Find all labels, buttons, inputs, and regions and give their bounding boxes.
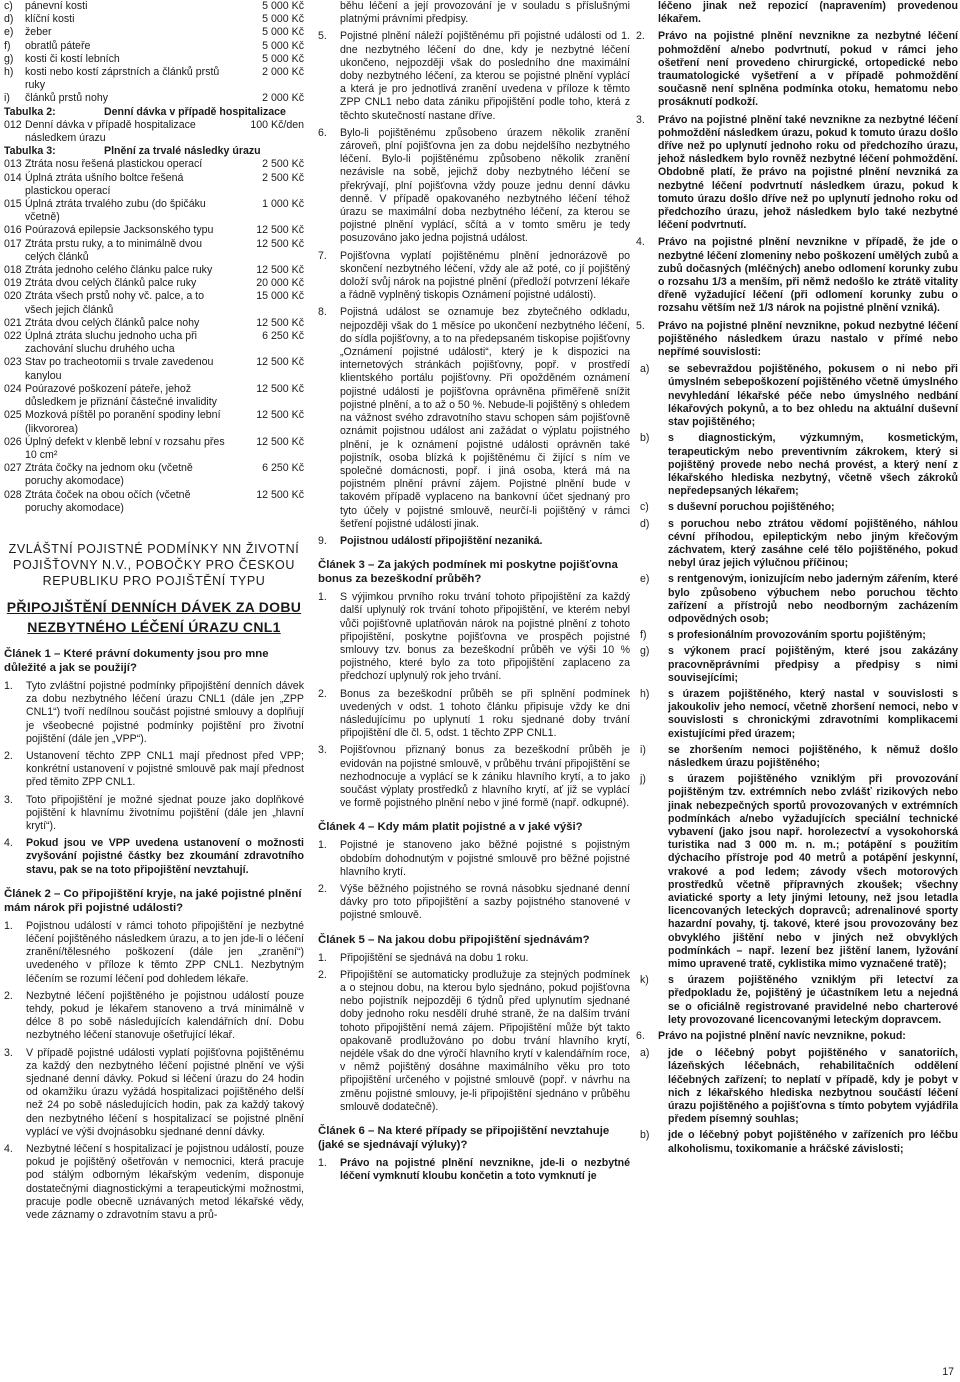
row-label: kosti či kostí lebních <box>25 52 120 65</box>
row-code: 012 <box>4 118 22 131</box>
item-number: f) <box>640 629 647 642</box>
row-code: d) <box>4 13 14 26</box>
row-code: 021 <box>4 316 22 329</box>
row-value: 2 000 Kč <box>262 92 304 105</box>
article-1-heading: Článek 1 – Které právní dokumenty jsou pro mne důležité a jak se použijí? <box>4 647 269 674</box>
item-number: a) <box>640 363 650 376</box>
row-code: 026 <box>4 435 22 448</box>
row-label: pánevní kosti <box>25 0 88 12</box>
item-text: Bylo-li pojištěnému způsobeno úrazem několik zranění zároveň, plní pojišťovna jen za dobu nejdelšího nezbytného léčení. Bylo-li pojištěnému způsobeno několik zranění nezávisle na sobě, jejichž doby nezbytného léčení se překrývají, plní pojišťovna vždy pouze jednu denní dávku denně. V případě opakovaného nezbytného léčení téhož úrazu se maximální doba nezbytného léčení, za kterou se pojistné plnění vyplácí, sčítá a v tomto směru je tedy posuzováno jako jedna pojistná událost. <box>340 126 630 245</box>
item-text: Právo na pojistné plnění nevznikne za nezbytné léčení pohmoždění a/nebo podvrtnutí, pokud v rámci jeho ošetření není provedeno chirurgické, ortopedické nebo traumatologické vyšetření a v případě pohmoždění současně není splněna podmínka otoku, hematomu nebo prosáknutí podkoží. <box>658 30 958 109</box>
item-number: 1. <box>318 591 327 604</box>
row-value: 2 500 Kč <box>262 171 304 184</box>
row-label: Poúrazová epilepsie Jacksonského typu <box>25 224 214 237</box>
row-label: Úplná ztráta ušního boltce řešená plastickou operací <box>25 171 184 197</box>
item-number: 2. <box>4 749 13 762</box>
row-value: 1 000 Kč <box>262 198 304 211</box>
item-number: 1. <box>318 951 327 964</box>
list-item <box>636 236 958 315</box>
item-text: Právo na pojistné plnění nevznikne v případě, že jde o nezbytné léčení zlomeniny nebo poškození umělých zubů a zubů dočasných (mléčných) anebo odlomení korunky zubu o rozsahu 1/3 a menším, při němž nedošlo ke ztrátě vitality dřeně vyžadující léčení (při odlomení korunky zubu o rozsahu větším než 1/3 nárok na pojistné plnění vzniká). <box>658 236 958 315</box>
item-number: a) <box>640 1047 650 1060</box>
table-row <box>4 277 304 290</box>
item-number: i) <box>640 743 646 756</box>
item-number: 1. <box>318 839 327 852</box>
list-item <box>636 744 958 770</box>
table-row <box>4 40 304 53</box>
article-4-heading: Článek 4 – Kdy mám platit pojistné a v jaké výši? <box>318 821 583 834</box>
row-value: 5 000 Kč <box>262 52 304 65</box>
item-number: 2. <box>318 968 327 981</box>
column-left <box>4 0 304 1226</box>
table-3-rows <box>4 158 304 514</box>
list-item <box>636 432 958 498</box>
item-text: s úrazem pojištěného vzniklým při provozování pojištěným tzv. extrémních nebo zvlášť rizikových nebo jinak nebezpečných sportů provozovaných v extrémních podmínkách a/nebo vyžadujících speciální technické vybavení (jako jsou např. horolezectví a vysokohorská turistika nad 3 000 m. n. m.; potápění s použitím dýchacího přístroje pod 40 metrů a potápění jeskynní, vrakové a pod ledem; závody všech motorových prostředků včetně přípravných zkoušek; všechny aviatické sporty a lety jinými letouny, než jsou letadla licencovaných leteckých dopravců; adrenalinové sporty hazardní povahy, tj. takové, které jsou provozovány bez obvyklého jištění nebo v jiných než obvyklých podmínkách – např. lezení bez jištění lanem, lyžování mimo upravené tratě, cyklistika mimo vyznačené tratě); <box>668 773 958 971</box>
row-code: g) <box>4 52 14 65</box>
row-value: 2 500 Kč <box>262 158 304 171</box>
row-value: 2 000 Kč <box>262 66 304 79</box>
item-text: S výjimkou prvního roku trvání tohoto připojištění za každý další uplynulý rok trvání tohoto připojištění, ve kterém nebyl vůči pojišťovně uplatňován nárok na pojistné plnění z tohoto připojištění, poskytne pojišťovna ve prospěch pojistné smlouvy tzv. bonus za bezeškodní průběh ve výši 10 % pojistného, které bylo za toto připojištění zaplaceno za předchozí uplynulý rok jeho trvání. <box>340 591 630 683</box>
item-text: jde o léčebný pobyt pojištěného v sanatoriích, lázeňských léčebnách, rehabilitačních oddělení léčebných zařízení; to neplatí v případě, kdy je pobyt v nich z lékařského hlediska nezbytnou součástí léčení úrazu pojištěného a pojišťovna s tímto pobytem vyjádřila předem písemný souhlas; <box>668 1047 958 1126</box>
row-code: 018 <box>4 264 22 277</box>
article-6-list <box>318 1157 630 1183</box>
item-number: c) <box>640 501 649 514</box>
item-number: 3. <box>636 113 645 126</box>
exclusion-subitems <box>636 363 958 1027</box>
list-item <box>4 837 304 877</box>
row-label: klíční kosti <box>25 13 75 26</box>
item-number: 3. <box>4 793 13 806</box>
item-number: 8. <box>318 306 327 319</box>
item-text: Připojištění se sjednává na dobu 1 roku. <box>340 951 529 964</box>
item-text: Nezbytné léčení pojištěného je pojistnou událostí pouze tehdy, pokud je lékařem stanoveno a trvá minimálně v délce 8 po sobě následujících kalendářních dní. Dobu nezbytného léčení stanovuje ošetřující lékař. <box>26 989 304 1042</box>
row-label: Poúrazové poškození páteře, jehož důsledkem je přiznání částečné invalidity <box>25 382 217 409</box>
item-text: s diagnostickým, výzkumným, kosmetickým, terapeutickým nebo preventivním zákrokem, který si pojištěný provede nebo nechá provést, a který není z lékařského hlediska nezbytný, včetně všech zákroků nepředepsaných lékařem; <box>668 432 958 498</box>
continued-paragraph: léčeno jinak než repozicí (napravením) provedenou lékařem. <box>658 0 958 26</box>
item-number: k) <box>640 974 649 987</box>
table-row <box>4 224 304 237</box>
item-text: s duševní poruchou pojištěného; <box>668 501 835 514</box>
row-code: 028 <box>4 488 22 501</box>
table-row <box>4 26 304 39</box>
row-code: 015 <box>4 198 22 211</box>
item-number: 5. <box>636 319 645 332</box>
table-row <box>4 290 304 316</box>
item-number: 5. <box>318 30 327 43</box>
list-item <box>4 680 304 746</box>
list-item <box>318 306 630 530</box>
row-value: 12 500 Kč <box>256 264 304 277</box>
item-number: 2. <box>636 30 645 43</box>
item-number: 4. <box>4 837 13 850</box>
list-item <box>4 920 304 986</box>
row-label: Ztráta prstu ruky, a to minimálně dvou celých článků <box>25 237 203 263</box>
row-code: 014 <box>4 171 22 184</box>
article-5-heading: Článek 5 – Na jakou dobu připojištění sjednávám? <box>318 933 590 946</box>
row-label: Ztráta jednoho celého článku palce ruky <box>25 264 213 277</box>
row-label: Ztráta nosu řešená plastickou operací <box>25 158 203 171</box>
list-item <box>318 952 630 965</box>
list-item <box>318 969 630 1114</box>
conditions-header: ZVLÁŠTNÍ POJISTNÉ PODMÍNKY NN ŽIVOTNÍ POJIŠŤOVNY N.V., POBOČKY PRO ČESKOU REPUBLIKU PRO POJIŠTĚNÍ TYPU <box>8 541 300 588</box>
exclusion-subitems-6 <box>636 1047 958 1156</box>
item-number: 1. <box>4 919 13 932</box>
table-row <box>4 356 304 382</box>
item-number: h) <box>640 687 650 700</box>
table-row <box>4 198 304 224</box>
item-text: s úrazem pojištěného, který nastal v souvislosti s jakoukoliv jeho nemocí, včetně zhoršení nemoci, nebo v souvislosti s chronickými zdravotními komplikacemi existujícími před úrazem; <box>668 687 958 740</box>
list-item <box>318 1157 630 1183</box>
row-label: žeber <box>25 26 52 39</box>
article-6-items <box>636 30 958 359</box>
column-middle <box>318 0 630 1187</box>
row-value: 20 000 Kč <box>256 277 304 290</box>
list-item <box>318 744 630 810</box>
row-value: 12 500 Kč <box>256 224 304 237</box>
list-item <box>318 839 630 879</box>
article-6-heading: Článek 6 – Na které případy se připojištění nevztahuje (jaké se sjednávají výluky)? <box>318 1125 610 1152</box>
row-value: 6 250 Kč <box>262 330 304 343</box>
table-row <box>4 13 304 26</box>
item-text: Pojistnou událostí připojištění nezaniká. <box>340 534 543 547</box>
row-value: 100 Kč/den <box>250 118 304 131</box>
item-text: jde o léčebný pobyt pojištěného v zařízeních pro léčbu alkoholismu, toxikomanie a hráčské závislosti; <box>668 1129 958 1155</box>
table-row <box>4 119 304 145</box>
row-value: 12 500 Kč <box>256 356 304 369</box>
item-number: b) <box>640 432 650 445</box>
row-code: 024 <box>4 382 22 395</box>
item-text: s výkonem prací pojištěným, které jsou zakázány pracovněprávními předpisy a předpisy s nimi souvisejícími; <box>668 645 958 684</box>
list-item <box>318 250 630 303</box>
item-text: Pokud jsou ve VPP uvedena ustanovení o možnosti zvyšování pojistné částky bez zkoumání zdravotního stavu, pak se na toto připojištění nevztahují. <box>26 837 304 876</box>
row-code: i) <box>4 92 10 105</box>
list-item <box>636 30 958 109</box>
list-item <box>318 591 630 683</box>
list-item <box>318 688 630 741</box>
item-text: Pojišťovna vyplatí pojištěnému plnění jednorázově po skončení nezbytného léčení, vždy ale až poté, co jí pojištěný doloží svůj nárok na pojistné plnění (předloží potvrzení lékaře a řádně vyplněný tiskopis Oznámení pojistné události). <box>340 249 630 302</box>
row-value: 5 000 Kč <box>262 0 304 12</box>
row-code: 022 <box>4 330 22 343</box>
table-row <box>4 317 304 330</box>
list-item <box>636 773 958 971</box>
row-label: Mozková píštěl po poranění spodiny lební (likvororea) <box>25 409 221 435</box>
row-value: 12 500 Kč <box>256 382 304 395</box>
list-item <box>636 688 958 741</box>
row-value: 12 500 Kč <box>256 409 304 422</box>
row-code: e) <box>4 26 14 39</box>
item-number: 7. <box>318 249 327 262</box>
list-item <box>636 1129 958 1155</box>
list-item <box>636 1047 958 1126</box>
column-right <box>636 0 958 1159</box>
continued-paragraph: běhu léčení a její provozování je v souladu s příslušnými platnými právními předpisy. <box>340 0 630 26</box>
item-number: 3. <box>4 1046 13 1059</box>
list-item: 6. Právo na pojistné plnění navíc nevznikne, pokud: <box>636 1030 906 1043</box>
item-number: 1. <box>318 1157 327 1170</box>
table-row <box>4 0 304 13</box>
article-1-list <box>4 680 304 877</box>
page-number: 17 <box>942 1366 954 1378</box>
list-item <box>636 629 958 642</box>
item-number: 2. <box>4 989 13 1002</box>
row-label: kosti nebo kostí záprstních a článků prstů ruky <box>25 66 220 92</box>
row-code: 027 <box>4 462 22 475</box>
item-text: se sebevraždou pojištěného, pokusem o ni nebo při úmyslném sebepoškození pojištěného včetně úmyslného nevyhledání lékařské péče nebo úmyslného nedbání lékařových pokynů, a to bez ohledu na aktuální duševní stav pojištěného; <box>668 363 958 429</box>
row-label: Ztráta čočky na jednom oku (včetně poruchy akomodace) <box>25 462 193 488</box>
list-item <box>636 320 958 360</box>
row-code: 019 <box>4 277 22 290</box>
item-text: Nezbytné léčení s hospitalizací je pojistnou událostí, pouze pokud je pojištěný ošetřován v nemocnici, která pracuje pod stálým odborným lékařským vedením, disponuje dostatečnými diagnostickými a terapeutickými možnostmi, pracuje podle obecně uznávaných metod lékařské vědy, vede záznamy o zdravotním stavu a prů- <box>26 1143 304 1222</box>
row-code: 017 <box>4 237 22 250</box>
table-3-label: Tabulka 3: <box>4 145 56 158</box>
item-text: Výše běžného pojistného se rovná násobku sjednané denní dávky pro toto připojištění a sazby pojistného stanovené v pojistné smlouvě. <box>340 882 630 922</box>
item-text: se zhoršením nemoci pojištěného, k němuž došlo následkem úrazu pojištěného; <box>668 743 958 769</box>
item-number: g) <box>640 645 650 658</box>
list-item <box>318 127 630 246</box>
item-text: Pojistná událost se oznamuje bez zbytečného odkladu, nejpozději však do 1 měsíce po ukončení nezbytného léčení, do sídla pojišťovny, a to na předepsaném tiskopise pojišťovny „Oznámení pojistné události“, který je k dispozici na internetových stránkách pojišťovny, popř. v prostředí klientského portálu pojišťovny. Při opožděném oznámení pojistné události je pojišťovna oprávněna přiměřeně snížit pojistné plnění, a to až o 50 %. Nebude-li pojištěný s ohledem na vážnost svého zdravotního stavu schopen sám pojišťovně oznámit pojistnou událost ani zažádat o výplatu pojistného plnění, je k oznámení pojistné události oprávněn také pojistník, osoba blízká k pojištěnému či žijící s ním ve společné domácnosti, popř. i jiná osoba, která má na pojistném plnění právní zájem. Pojistné plnění bude v takovém případě vyplaceno na bankovní účet sjednaný pro tyto účely v pojistné smlouvě, neurčí-li pojištěný v rámci šetření pojistné události jinak. <box>340 306 630 530</box>
table-row <box>4 462 304 488</box>
table-row <box>4 330 304 356</box>
row-label: Ztráta čoček na obou očích (včetně poruchy akomodace) <box>25 488 191 514</box>
row-code: 023 <box>4 356 22 369</box>
table-3-heading <box>4 145 304 158</box>
list-item <box>4 750 304 790</box>
row-value: 5 000 Kč <box>262 39 304 52</box>
item-number: 2. <box>318 882 327 895</box>
item-text: Pojistné plnění náleží pojištěnému při pojistné události od 1. dne nezbytného léčení do dne, kdy je nezbytné léčení ukončeno, nejpozději však do posledního dne maximální doby nezbytného léčení, za kterou se pojistné plnění vyplácí a která je pro jednotlivá zranění uvedena v příloze k těmto ZPP CNL1 nebo data zániku připojištění podle toho, která z těchto skutečností nastane dříve. <box>340 30 630 122</box>
item-text: V případě pojistné události vyplatí pojišťovna pojištěnému za každý den nezbytného léčení pojistné plnění ve výši sjednané denní dávky. Pokud si léčení úrazu do 24 hodin od okamžiku úrazu vyžádá hospitalizaci pojištěného delší než 24 po sobě následujících hodin, pak za každý takový den nezbytného léčení s hospitalizací se pojistné plnění vyplácí ve výši dvojnásobku sjednané denní dávky. <box>26 1046 304 1138</box>
item-number: j) <box>640 773 646 786</box>
item-text: Bonus za bezeškodní průběh se při splnění podmínek uvedených v odst. 1 tohoto článku připisuje vždy ke dni následujícímu po uplynutí 1 roku sjednané doby trvání připojištění dle čl. 5, odst. 1 těchto ZPP CNL1. <box>340 687 630 740</box>
list-item <box>4 1047 304 1139</box>
list-item <box>636 518 958 571</box>
row-code: f) <box>4 39 11 52</box>
article-3-heading: Článek 3 – Za jakých podmínek mi poskytne pojišťovna bonus za bezeškodní průběh? <box>318 559 618 586</box>
item-number: d) <box>640 517 650 530</box>
table-row <box>4 66 304 92</box>
row-label: Stav po tracheotomii s trvale zavedenou kanylou <box>25 356 214 382</box>
list-item <box>4 990 304 1043</box>
list-item <box>318 30 630 122</box>
item-number: 4. <box>636 236 645 249</box>
list-item <box>318 883 630 923</box>
row-label: Úplná ztráta sluchu jednoho ucha při zachování sluchu druhého ucha <box>25 330 197 356</box>
item-number: 1. <box>4 679 13 692</box>
article-2-list <box>4 920 304 1222</box>
item-text: Ustanovení těchto ZPP CNL1 mají přednost před VPP; konkrétní ustanovení v pojistné smlouvě pak mají přednost před těmito ZPP CNL1. <box>26 749 304 789</box>
item-number: b) <box>640 1129 650 1142</box>
table-row <box>4 158 304 171</box>
table-row <box>4 172 304 198</box>
item-number: 2. <box>318 687 327 700</box>
item-text: s úrazem pojištěného vzniklým při letectví za předpokladu že, pojištěný je účastníkem letu a nejedná se o oficiálně registrované pravidelné nebo charterové lety provozované licencovanými leteckým dopravcem. <box>668 974 958 1026</box>
item-number: 4. <box>4 1143 13 1156</box>
row-value: 12 500 Kč <box>256 237 304 250</box>
row-label: Ztráta dvou celých článků palce ruky <box>25 277 197 290</box>
item-text: s poruchou nebo ztrátou vědomí pojištěného, náhlou cévní příhodou, epileptickým nebo jiným křečovým záchvatem, který zasáhne celé tělo pojištěného, pokud nebyl úraz jejich výlučnou příčinou; <box>668 517 958 570</box>
table-row <box>4 238 304 264</box>
row-label: článků prstů nohy <box>25 92 109 105</box>
item-number: 6. <box>318 126 327 139</box>
row-value: 12 500 Kč <box>256 435 304 448</box>
list-item <box>4 794 304 834</box>
row-label: obratlů páteře <box>25 39 91 52</box>
row-code: 013 <box>4 158 22 171</box>
item-text: Připojištění se automaticky prodlužuje za stejných podmínek a o stejnou dobu, na kterou bylo sjednáno, pokud pojišťovna nebo pojistník nejpozději 6 týdnů před uplynutím sjednané doby jednoho roku nesdělí druhé straně, že na dalším trvání tohoto připojištění nemá zájem. Připojištění může být takto opakovaně prodlužováno po dobu trvání hlavního krytí, nejdéle však do dne výročí hlavního krytí v kalendářním roce, v němž pojištěný dosáhne maximálního věku pro toto připojištění určeného v pojistné smlouvě (popř. v návrhu na změnu pojistné smlouvy, je-li připojištění sjednáno v průběhu smlouvě dodatečně). <box>340 968 630 1113</box>
item-text: Právo na pojistné plnění také nevznikne za nezbytné léčení pohmoždění následkem úrazu, pokud k tomuto úrazu došlo dříve než po uplynutí jednoho roku od předchozího úrazu, jehož následkem bylo rovněž nezbytné léčení pohmoždění. Obdobně platí, že právo na pojistné plnění nevzniká za nezbytné léčení podvrtnutí následkem úrazu, pokud k tomuto úrazu došlo dříve než po uplynutí jednoho roku od předchozího úrazu, jehož následkem bylo také nezbytné léčení podvrtnutí. <box>658 113 958 232</box>
article-2-heading: Článek 2 – Co připojištění kryje, na jaké pojistné plnění mám nárok při pojistné události? <box>4 887 302 914</box>
article-3-list <box>318 591 630 810</box>
article-2-continued-list <box>318 30 630 548</box>
list-item <box>636 114 958 233</box>
list-item <box>636 501 958 514</box>
list-item <box>636 363 958 429</box>
row-value: 12 500 Kč <box>256 488 304 501</box>
item-text: Toto připojištění je možné sjednat pouze jako doplňkové pojištění k hlavnímu životnímu pojištění (dále jen „hlavní krytí“). <box>26 793 304 832</box>
row-label: Ztráta všech prstů nohy vč. palce, a to všech jejich článků <box>25 290 205 316</box>
table-3-title: Plnění za trvalé následky úrazu <box>104 145 261 158</box>
item-text: Tyto zvláštní pojistné podmínky připojištění denních dávek za dobu nezbytného léčení úrazu CNL1 (dále jen „ZPP CNL1“) tvoří nedílnou součást pojistné smlouvy a doplňují je všeobecné pojistné podmínky pojištění pro životní pojištění (dále jen „VPP“). <box>26 679 304 745</box>
list-item <box>636 974 958 1027</box>
row-value: 12 500 Kč <box>256 316 304 329</box>
item-text: Pojišťovnou přiznaný bonus za bezeškodní průběh je evidován na pojistné smlouvě, v průběhu trvání připojištění se nezhodnocuje a vyplácí se k zániku hlavního krytí, a to jako součást výplaty prostředků z hlavního krytí, ať již se vyplácí ve formě pojistného plnění nebo v jiné formě (např. odkupné). <box>340 744 630 810</box>
table-row <box>4 409 304 435</box>
row-code: 016 <box>4 224 22 237</box>
item-text: Právo na pojistné plnění nevznikne, pokud nezbytné léčení pojištěného následkem úrazu nastalo v přímé nebo nepřímé souvislosti: <box>658 319 958 359</box>
row-label: Úplná ztráta trvalého zubu (do špičáku včetně) <box>25 198 206 224</box>
table-row <box>4 383 304 409</box>
table-row <box>4 53 304 66</box>
row-value: 6 250 Kč <box>262 462 304 475</box>
item-text: Právo na pojistné plnění nevznikne, jde-li o nezbytné léčení vymknutí kloubu končetin a toto vymknutí je <box>340 1157 630 1183</box>
row-code: 025 <box>4 409 22 422</box>
row-label: Denní dávka v případě hospitalizace následkem úrazu <box>25 118 196 145</box>
item-text: s profesionálním provozováním sportu pojištěným; <box>668 629 926 642</box>
list-item <box>4 1143 304 1222</box>
table-row <box>4 436 304 462</box>
article-4-list <box>318 839 630 922</box>
item-text: s rentgenovým, ionizujícím nebo jaderným zářením, které bylo způsobeno výbuchem nebo poruchou těchto zařízení a přístrojů nebo neodborným zacházením odpovědných osob; <box>668 573 958 625</box>
table-row <box>4 489 304 515</box>
row-code: 020 <box>4 290 22 303</box>
item-number: 3. <box>318 744 327 757</box>
bone-fracture-rows <box>4 0 304 106</box>
row-value: 15 000 Kč <box>256 290 304 303</box>
row-code: c) <box>4 0 13 12</box>
article-5-list <box>318 952 630 1114</box>
table-2-heading <box>4 106 304 119</box>
table-row <box>4 92 304 105</box>
row-value: 5 000 Kč <box>262 26 304 39</box>
item-number: 9. <box>318 534 327 547</box>
table-2-title: Denní dávka v případě hospitalizace <box>104 105 286 118</box>
table-2-label: Tabulka 2: <box>4 105 56 118</box>
list-item <box>636 573 958 626</box>
item-text: Pojistnou událostí v rámci tohoto připojištění je nezbytné léčení pojištěného následkem úrazu, a to jen jde-li o léčení zranění/tělesného poškození (dále jen „zranění“) uvedeného v příloze k těmto ZPP CNL1. Nezbytným léčením se rozumí léčení pod dohledem lékaře. <box>26 919 304 985</box>
row-code: h) <box>4 66 14 79</box>
item-number: e) <box>640 573 650 586</box>
row-label: Ztráta dvou celých článků palce nohy <box>25 316 200 329</box>
table-row <box>4 264 304 277</box>
item-text: Pojistné je stanoveno jako běžné pojistné s pojistným obdobím dohodnutým v pojistné smlouvě pro běžné pojistné hlavního krytí. <box>340 839 630 878</box>
list-item <box>636 645 958 685</box>
row-value: 5 000 Kč <box>262 13 304 26</box>
list-item <box>318 535 630 548</box>
row-label: Úplný defekt v klenbě lební v rozsahu přes 10 cm² <box>25 435 225 461</box>
main-title: PŘIPOJIŠTĚNÍ DENNÍCH DÁVEK ZA DOBU NEZBYTNÉHO LÉČENÍ ÚRAZU CNL1 <box>6 598 302 635</box>
